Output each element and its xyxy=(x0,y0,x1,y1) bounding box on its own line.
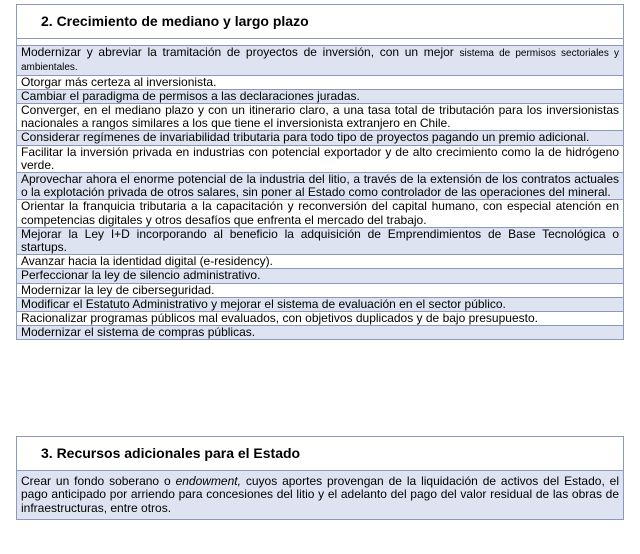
list-item: Considerar regímenes de invariabilidad tributaria para todo tipo de proyectos pagando un premio adicional. xyxy=(17,131,624,145)
list-item: Modernizar y abreviar la tramitación de proyectos de inversión, con un mejor sistema de permisos sectoriales y ambientales. xyxy=(17,46,624,75)
list-item: Perfeccionar la ley de silencio administrativo. xyxy=(17,269,624,283)
section-2-table xyxy=(16,4,624,340)
section-3-heading: 3. Recursos adicionales para el Estado xyxy=(17,437,624,471)
list-item: Otorgar más certeza al inversionista. xyxy=(17,75,624,89)
list-item: Facilitar la inversión privada en industrias con potencial exportador y de alto crecimiento como la de hidrógeno verde. xyxy=(17,145,624,172)
list-item: Racionalizar programas públicos mal evaluados, con objetivos duplicados y de bajo presupuesto. xyxy=(17,312,624,326)
list-item: Aprovechar ahora el enorme potencial de la industria del litio, a través de la extensión de los contratos actuales o la explotación privada de otros salares, sin poner al Estado como controlador de las operaciones del mineral. xyxy=(17,173,624,200)
section-3-body: Crear un fondo soberano o endowment, cuyos aportes provengan de la liquidación de activos del Estado, el pago anticipado por arriendo para concesiones del litio y el adelanto del pago del valor residual de las obras de infraestructuras, entre otros. xyxy=(17,471,624,520)
endowment-emphasis: endowment, xyxy=(175,474,241,489)
list-item: Converger, en el mediano plazo y con un itinerario claro, a una tasa total de tributación para los inversionistas nacionales a rangos similares a los que tiene el inversionista extranjero en Chile. xyxy=(17,104,624,131)
list-item: Cambiar el paradigma de permisos a las declaraciones juradas. xyxy=(17,89,624,103)
section-2-heading: 2. Crecimiento de mediano y largo plazo xyxy=(17,5,624,39)
list-item: Modificar el Estatuto Administrativo y mejorar el sistema de evaluación en el sector público. xyxy=(17,297,624,311)
list-item: Mejorar la Ley I+D incorporando al beneficio la adquisición de Emprendimientos de Base Tecnológica o startups. xyxy=(17,227,624,254)
list-item: Avanzar hacia la identidad digital (e-residency). xyxy=(17,255,624,269)
list-item: Modernizar el sistema de compras públicas. xyxy=(17,326,624,340)
section-3-table xyxy=(16,436,624,520)
list-item: Orientar la franquicia tributaria a la capacitación y reconversión del capital humano, con especial atención en competencias digitales y otros desafíos que enfrenta el mercado del trabajo. xyxy=(17,200,624,227)
list-item: Modernizar la ley de ciberseguridad. xyxy=(17,283,624,297)
